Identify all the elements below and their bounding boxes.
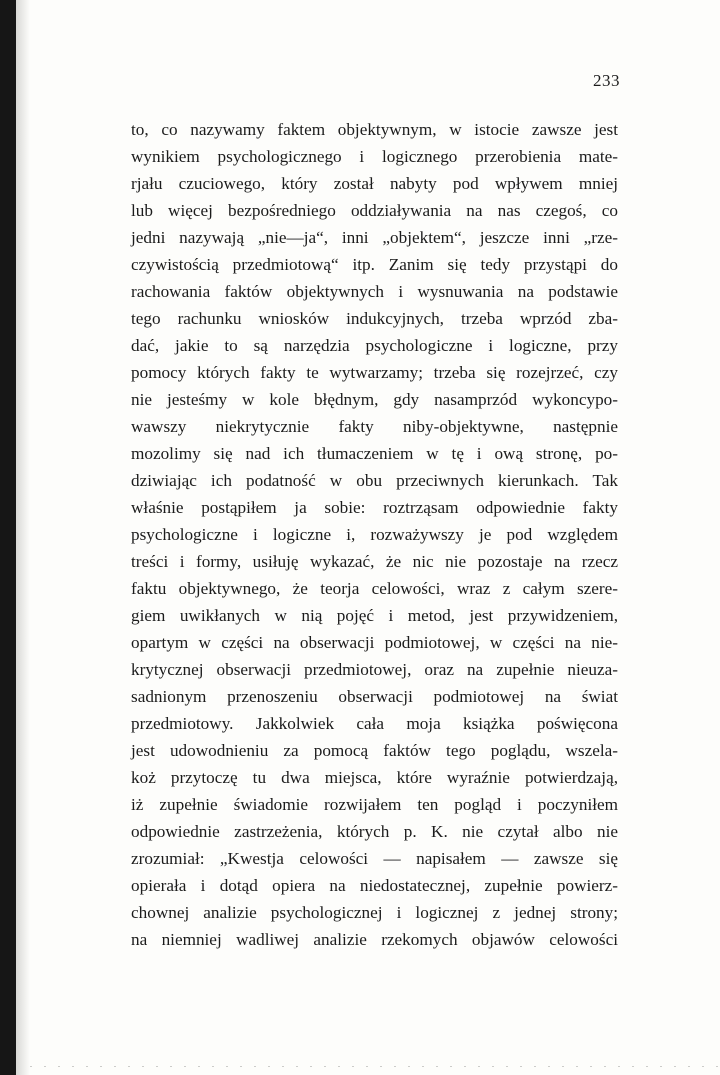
text-line: giem uwikłanych w nią pojęć i metod, jest przywidzeniem, xyxy=(131,606,618,625)
text-line: odpowiednie zastrzeżenia, których p. K. nie czytał albo nie xyxy=(131,822,618,841)
text-line: czywistością przedmiotową“ itp. Zanim się tedy przystąpi do xyxy=(131,255,618,274)
text-line: tego rachunku wniosków indukcyjnych, trzeba wprzód zba- xyxy=(131,309,618,328)
binding-shadow xyxy=(16,0,30,1075)
text-line: nie jesteśmy w kole błędnym, gdy nasamprzód wykoncypo- xyxy=(131,390,618,409)
text-line: przedmiotowy. Jakkolwiek cała moja książka poświęcona xyxy=(131,714,618,733)
text-line: opierała i dotąd opiera na niedostatecznej, zupełnie powierz- xyxy=(131,876,618,895)
text-line: pomocy których fakty te wytwarzamy; trzeba się rozejrzeć, czy xyxy=(131,363,618,382)
text-line: rjału czuciowego, który został nabyty pod wpływem mniej xyxy=(131,174,618,193)
page-number: 233 xyxy=(593,71,620,90)
text-line: jest udowodnieniu za pomocą faktów tego poglądu, wszela- xyxy=(131,741,618,760)
text-line: krytycznej obserwacji przedmiotowej, oraz na zupełnie nieuza- xyxy=(131,660,618,679)
text-line: treści i formy, usiłuję wykazać, że nic nie pozostaje na rzecz xyxy=(131,552,618,571)
text-line: to, co nazywamy faktem objektywnym, w istocie zawsze jest xyxy=(131,120,618,139)
text-line: chownej analizie psychologicznej i logicznej z jednej strony; xyxy=(131,903,618,922)
scan-bottom-edge xyxy=(30,1066,720,1067)
text-line: sadnionym przenoszeniu obserwacji podmiotowej na świat xyxy=(131,687,618,706)
binding-edge xyxy=(0,0,16,1075)
text-line: wynikiem psychologicznego i logicznego przerobienia mate- xyxy=(131,147,618,166)
text-line: rachowania faktów objektywnych i wysnuwania na podstawie xyxy=(131,282,618,301)
text-line: iż zupełnie świadomie rozwijałem ten pogląd i poczyniłem xyxy=(131,795,618,814)
text-line: faktu objektywnego, że teorja celowości, wraz z całym szere- xyxy=(131,579,618,598)
text-line: psychologiczne i logiczne i, rozważywszy je pod względem xyxy=(131,525,618,544)
text-line: na niemniej wadliwej analizie rzekomych objawów celowości xyxy=(131,930,618,949)
text-line: dać, jakie to są narzędzia psychologiczne i logiczne, przy xyxy=(131,336,618,355)
body-text xyxy=(131,116,618,953)
text-line: jedni nazywają „nie—ja“, inni „objektem“, jeszcze inni „rze- xyxy=(131,228,618,247)
text-line: koż przytoczę tu dwa miejsca, które wyraźnie potwierdzają, xyxy=(131,768,618,787)
text-line: lub więcej bezpośredniego oddziaływania na nas czegoś, co xyxy=(131,201,618,220)
text-line: właśnie postąpiłem ja sobie: roztrząsam odpowiednie fakty xyxy=(131,498,618,517)
text-line: wawszy niekrytycznie fakty niby-objektywne, następnie xyxy=(131,417,618,436)
text-line: zrozumiał: „Kwestja celowości — napisałem — zawsze się xyxy=(131,849,618,868)
text-line: mozolimy się nad ich tłumaczeniem w tę i ową stronę, po- xyxy=(131,444,618,463)
text-line: opartym w części na obserwacji podmiotowej, w części na nie- xyxy=(131,633,618,652)
text-line: dziwiając ich podatność w obu przeciwnych kierunkach. Tak xyxy=(131,471,618,490)
